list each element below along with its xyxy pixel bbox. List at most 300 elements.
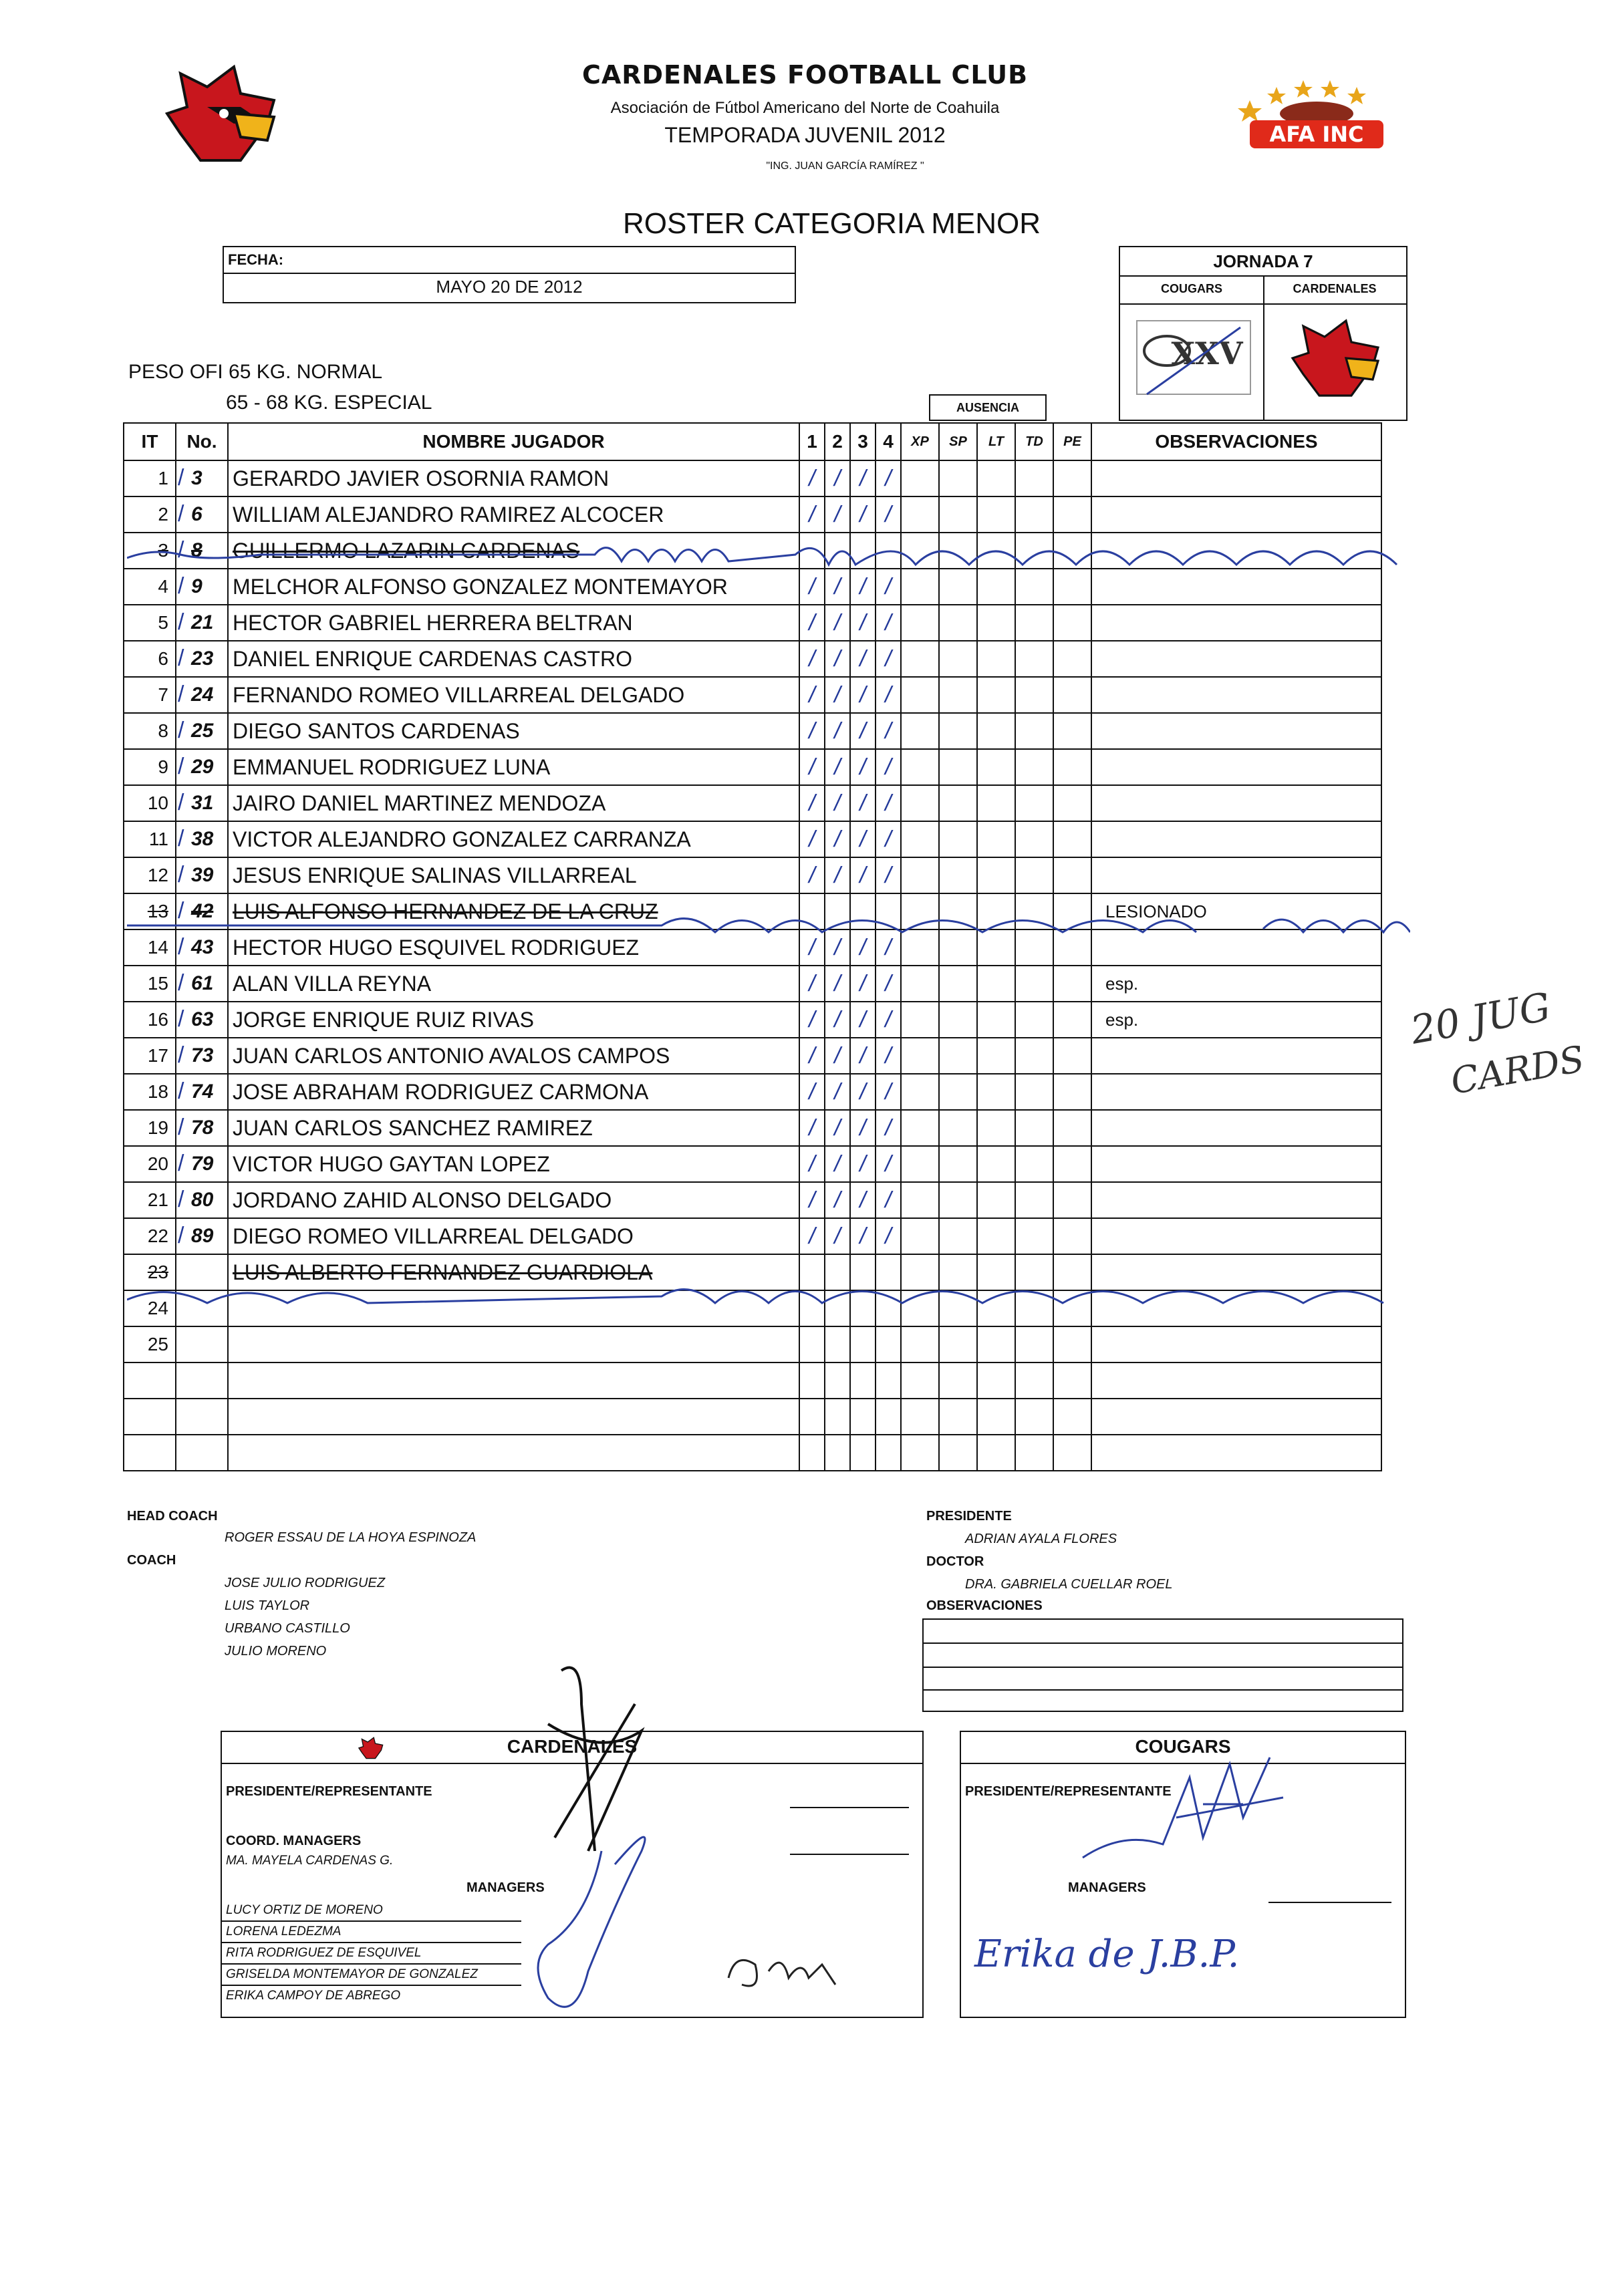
score-cell bbox=[1053, 1399, 1091, 1435]
quarter-check-cell: / bbox=[850, 749, 876, 785]
score-cell bbox=[939, 713, 977, 749]
score-cell bbox=[901, 1146, 939, 1182]
score-cell bbox=[1015, 1326, 1053, 1362]
quarter-check-cell bbox=[825, 1435, 850, 1471]
score-cell bbox=[977, 1182, 1015, 1218]
score-cell bbox=[939, 857, 977, 893]
table-row bbox=[124, 496, 1381, 533]
row-observaciones bbox=[1091, 605, 1381, 641]
row-item-number: 7 bbox=[124, 677, 176, 713]
check-mark: / bbox=[178, 898, 184, 923]
score-cell bbox=[1015, 821, 1053, 857]
table-row bbox=[124, 1038, 1381, 1074]
quarter-check-cell: / bbox=[825, 1110, 850, 1146]
quarter-check-cell: / bbox=[876, 785, 901, 821]
row-observaciones bbox=[1091, 1110, 1381, 1146]
quarter-check-cell: / bbox=[825, 1146, 850, 1182]
row-jersey-number bbox=[176, 641, 228, 677]
row-item-number: 11 bbox=[124, 821, 176, 857]
score-cell bbox=[1053, 1326, 1091, 1362]
quarter-check-cell bbox=[799, 1435, 825, 1471]
score-cell bbox=[939, 677, 977, 713]
score-cell bbox=[1053, 605, 1091, 641]
check-mark: / bbox=[178, 754, 184, 779]
row-jersey-number bbox=[176, 1038, 228, 1074]
score-cell bbox=[901, 1074, 939, 1110]
quarter-check-cell: / bbox=[825, 569, 850, 605]
score-cell bbox=[1053, 1435, 1091, 1471]
quarter-check-cell bbox=[825, 1326, 850, 1362]
score-cell bbox=[1053, 1110, 1091, 1146]
quarter-check-cell: / bbox=[850, 1146, 876, 1182]
quarter-check-cell: / bbox=[876, 677, 901, 713]
row-item-number: 18 bbox=[124, 1074, 176, 1110]
score-cell bbox=[1053, 857, 1091, 893]
col-xp: XP bbox=[901, 423, 939, 460]
row-item-number: 3 bbox=[124, 533, 176, 569]
score-cell bbox=[901, 1362, 939, 1399]
quarter-check-cell: / bbox=[799, 496, 825, 533]
jersey-number-value: 39 bbox=[191, 864, 214, 886]
score-cell bbox=[977, 1326, 1015, 1362]
table-row bbox=[124, 966, 1381, 1002]
row-observaciones bbox=[1091, 1074, 1381, 1110]
score-cell bbox=[977, 1146, 1015, 1182]
score-cell bbox=[1053, 966, 1091, 1002]
score-cell bbox=[901, 785, 939, 821]
row-jersey-number bbox=[176, 966, 228, 1002]
table-row bbox=[124, 785, 1381, 821]
score-cell bbox=[1053, 713, 1091, 749]
score-cell bbox=[901, 1182, 939, 1218]
row-jersey-number bbox=[176, 1435, 228, 1471]
score-cell bbox=[1015, 785, 1053, 821]
score-cell bbox=[1015, 1399, 1053, 1435]
table-row bbox=[124, 1326, 1381, 1362]
score-cell bbox=[939, 1074, 977, 1110]
check-mark: / bbox=[178, 718, 184, 743]
score-cell bbox=[1015, 713, 1053, 749]
quarter-check-cell: / bbox=[799, 1038, 825, 1074]
quarter-check-cell: / bbox=[799, 1110, 825, 1146]
score-cell bbox=[1015, 1435, 1053, 1471]
row-player-name: JOSE ABRAHAM RODRIGUEZ CARMONA bbox=[228, 1074, 799, 1110]
quarter-check-cell: / bbox=[825, 641, 850, 677]
row-observaciones bbox=[1091, 677, 1381, 713]
cardenales-sign-title: CARDENALES bbox=[507, 1736, 638, 1757]
quarter-check-cell bbox=[850, 1326, 876, 1362]
table-row bbox=[124, 1435, 1381, 1471]
quarter-check-cell: / bbox=[825, 1038, 850, 1074]
row-item-number: 4 bbox=[124, 569, 176, 605]
row-player-name: JESUS ENRIQUE SALINAS VILLARREAL bbox=[228, 857, 799, 893]
row-item-number: 24 bbox=[124, 1290, 176, 1326]
table-row bbox=[124, 857, 1381, 893]
quarter-check-cell: / bbox=[876, 713, 901, 749]
afa-logo-text: AFA INC bbox=[1269, 122, 1364, 147]
score-cell bbox=[977, 1399, 1015, 1435]
score-cell bbox=[1053, 1182, 1091, 1218]
quarter-check-cell: / bbox=[876, 496, 901, 533]
row-jersey-number bbox=[176, 460, 228, 496]
row-observaciones bbox=[1091, 460, 1381, 496]
row-observaciones bbox=[1091, 1435, 1381, 1471]
quarter-check-cell: / bbox=[799, 677, 825, 713]
quarter-check-cell: / bbox=[799, 749, 825, 785]
quarter-check-cell: / bbox=[850, 677, 876, 713]
quarter-check-cell: / bbox=[799, 605, 825, 641]
score-cell bbox=[901, 1399, 939, 1435]
row-item-number bbox=[124, 1362, 176, 1399]
quarter-check-cell: / bbox=[799, 857, 825, 893]
fecha-box bbox=[223, 246, 796, 303]
jersey-number-value: 80 bbox=[191, 1189, 214, 1211]
row-player-name: HECTOR HUGO ESQUIVEL RODRIGUEZ bbox=[228, 929, 799, 966]
quarter-check-cell: / bbox=[799, 821, 825, 857]
score-cell bbox=[939, 1326, 977, 1362]
row-item-number: 23 bbox=[124, 1254, 176, 1290]
cougars-pres-rep-label: PRESIDENTE/REPRESENTANTE bbox=[965, 1784, 1172, 1799]
table-row bbox=[124, 677, 1381, 713]
jersey-number-value: 43 bbox=[191, 936, 214, 958]
quarter-check-cell: / bbox=[850, 641, 876, 677]
row-observaciones: esp. bbox=[1091, 966, 1381, 1002]
row-player-name: JUAN CARLOS SANCHEZ RAMIREZ bbox=[228, 1110, 799, 1146]
roster-title: ROSTER CATEGORIA MENOR bbox=[622, 207, 1041, 240]
jersey-number-value: 79 bbox=[191, 1153, 214, 1175]
quarter-check-cell: / bbox=[850, 605, 876, 641]
score-cell bbox=[901, 1002, 939, 1038]
row-item-number: 1 bbox=[124, 460, 176, 496]
quarter-check-cell: / bbox=[876, 857, 901, 893]
check-mark: / bbox=[178, 645, 184, 671]
score-cell bbox=[1053, 1218, 1091, 1254]
table-row bbox=[124, 1110, 1381, 1146]
row-item-number: 9 bbox=[124, 749, 176, 785]
row-player-name: MELCHOR ALFONSO GONZALEZ MONTEMAYOR bbox=[228, 569, 799, 605]
col-observaciones: OBSERVACIONES bbox=[1091, 423, 1381, 460]
quarter-check-cell: / bbox=[799, 1002, 825, 1038]
score-cell bbox=[1015, 857, 1053, 893]
score-cell bbox=[1015, 677, 1053, 713]
check-mark: / bbox=[178, 609, 184, 635]
manager-name: LORENA LEDEZMA bbox=[226, 1924, 342, 1939]
score-cell bbox=[939, 1362, 977, 1399]
quarter-check-cell: / bbox=[876, 569, 901, 605]
check-mark: / bbox=[178, 1187, 184, 1212]
fecha-label: FECHA: bbox=[228, 251, 284, 268]
observaciones-label: OBSERVACIONES bbox=[926, 1598, 1043, 1613]
row-player-name: ALAN VILLA REYNA bbox=[228, 966, 799, 1002]
score-cell bbox=[939, 785, 977, 821]
table-header-row bbox=[124, 423, 1381, 460]
score-cell bbox=[1053, 1146, 1091, 1182]
jersey-number-value: 3 bbox=[191, 467, 203, 489]
table-row bbox=[124, 460, 1381, 496]
quarter-check-cell: / bbox=[799, 1074, 825, 1110]
score-cell bbox=[901, 605, 939, 641]
row-observaciones bbox=[1091, 785, 1381, 821]
quarter-check-cell: / bbox=[850, 496, 876, 533]
col-td: TD bbox=[1015, 423, 1053, 460]
quarter-check-cell: / bbox=[825, 929, 850, 966]
row-player-name: EMMANUEL RODRIGUEZ LUNA bbox=[228, 749, 799, 785]
score-cell bbox=[977, 641, 1015, 677]
table-row bbox=[124, 1182, 1381, 1218]
table-row bbox=[124, 1146, 1381, 1182]
score-cell bbox=[1015, 496, 1053, 533]
strike-scribble-row-3 bbox=[127, 535, 1410, 575]
coord-managers-label: COORD. MANAGERS bbox=[226, 1834, 362, 1848]
cougars-managers-label: MANAGERS bbox=[1068, 1880, 1146, 1895]
row-item-number: 19 bbox=[124, 1110, 176, 1146]
quarter-check-cell: / bbox=[876, 1146, 901, 1182]
quarter-check-cell: / bbox=[825, 966, 850, 1002]
quarter-check-cell: / bbox=[850, 1002, 876, 1038]
row-player-name bbox=[228, 1399, 799, 1435]
quarter-check-cell: / bbox=[799, 460, 825, 496]
score-cell bbox=[977, 857, 1015, 893]
table-row bbox=[124, 1399, 1381, 1435]
check-mark: / bbox=[178, 465, 184, 490]
row-observaciones: esp. bbox=[1091, 1002, 1381, 1038]
signature-scribble bbox=[1069, 1737, 1297, 1871]
col-q4: 4 bbox=[876, 423, 901, 460]
col-sp: SP bbox=[939, 423, 977, 460]
quarter-check-cell: / bbox=[799, 569, 825, 605]
col-q3: 3 bbox=[850, 423, 876, 460]
row-item-number: 16 bbox=[124, 1002, 176, 1038]
quarter-check-cell: / bbox=[876, 1002, 901, 1038]
quarter-check-cell bbox=[876, 1435, 901, 1471]
score-cell bbox=[939, 1002, 977, 1038]
doctor-label: DOCTOR bbox=[926, 1554, 984, 1569]
row-jersey-number bbox=[176, 677, 228, 713]
row-observaciones bbox=[1091, 821, 1381, 857]
check-mark: / bbox=[178, 934, 184, 960]
row-player-name: LUIS ALFONSO HERNANDEZ DE LA CRUZ bbox=[228, 893, 799, 929]
row-item-number: 12 bbox=[124, 857, 176, 893]
head-coach-label: HEAD COACH bbox=[127, 1509, 218, 1524]
quarter-check-cell bbox=[850, 1362, 876, 1399]
row-jersey-number bbox=[176, 749, 228, 785]
table-row bbox=[124, 821, 1381, 857]
score-cell bbox=[977, 1002, 1015, 1038]
quarter-check-cell bbox=[825, 1362, 850, 1399]
score-cell bbox=[1015, 605, 1053, 641]
quarter-check-cell: / bbox=[850, 785, 876, 821]
quarter-check-cell: / bbox=[876, 1074, 901, 1110]
score-cell bbox=[1053, 496, 1091, 533]
score-cell bbox=[939, 1218, 977, 1254]
quarter-check-cell: / bbox=[825, 1074, 850, 1110]
row-observaciones bbox=[1091, 749, 1381, 785]
coach-label: COACH bbox=[127, 1553, 176, 1568]
row-item-number: 6 bbox=[124, 641, 176, 677]
cardinal-logo-small bbox=[1287, 314, 1394, 408]
quarter-check-cell bbox=[876, 1326, 901, 1362]
score-cell bbox=[939, 605, 977, 641]
quarter-check-cell: / bbox=[799, 641, 825, 677]
quarter-check-cell: / bbox=[825, 713, 850, 749]
score-cell bbox=[977, 1074, 1015, 1110]
jersey-number-value: 8 bbox=[191, 539, 203, 561]
score-cell bbox=[901, 821, 939, 857]
score-cell bbox=[939, 1435, 977, 1471]
row-item-number: 13 bbox=[124, 893, 176, 929]
row-item-number: 8 bbox=[124, 713, 176, 749]
jersey-number-value: 42 bbox=[191, 900, 214, 922]
jornada-label: JORNADA 7 bbox=[1120, 247, 1406, 277]
quarter-check-cell: / bbox=[850, 1110, 876, 1146]
quarter-check-cell: / bbox=[825, 496, 850, 533]
row-observaciones bbox=[1091, 1182, 1381, 1218]
ausencia-header: AUSENCIA bbox=[929, 394, 1047, 421]
score-cell bbox=[939, 641, 977, 677]
quarter-check-cell: / bbox=[825, 785, 850, 821]
score-cell bbox=[1015, 1002, 1053, 1038]
col-name: NOMBRE JUGADOR bbox=[228, 423, 799, 460]
quarter-check-cell: / bbox=[825, 460, 850, 496]
score-cell bbox=[977, 1435, 1015, 1471]
quarter-check-cell: / bbox=[850, 1074, 876, 1110]
row-player-name bbox=[228, 1326, 799, 1362]
jersey-number-value: 9 bbox=[191, 575, 203, 597]
score-cell bbox=[1015, 1218, 1053, 1254]
score-cell bbox=[901, 1435, 939, 1471]
row-item-number: 14 bbox=[124, 929, 176, 966]
quarter-check-cell: / bbox=[799, 713, 825, 749]
score-cell bbox=[1015, 1074, 1053, 1110]
cougars-logo bbox=[1133, 314, 1254, 408]
doctor-name: DRA. GABRIELA CUELLAR ROEL bbox=[965, 1577, 1173, 1592]
score-cell bbox=[1053, 821, 1091, 857]
quarter-check-cell: / bbox=[825, 1218, 850, 1254]
presidente-name: ADRIAN AYALA FLORES bbox=[965, 1532, 1117, 1546]
check-mark: / bbox=[178, 1042, 184, 1068]
score-cell bbox=[977, 605, 1015, 641]
row-observaciones bbox=[1091, 1326, 1381, 1362]
check-mark: / bbox=[178, 537, 184, 563]
row-item-number: 25 bbox=[124, 1326, 176, 1362]
quarter-check-cell: / bbox=[876, 1110, 901, 1146]
row-item-number: 21 bbox=[124, 1182, 176, 1218]
row-jersey-number bbox=[176, 1218, 228, 1254]
quarter-check-cell: / bbox=[850, 1182, 876, 1218]
score-cell bbox=[901, 1038, 939, 1074]
score-cell bbox=[1015, 1146, 1053, 1182]
score-cell bbox=[1015, 641, 1053, 677]
manager-name: ERIKA CAMPOY DE ABREGO bbox=[226, 1989, 401, 2003]
quarter-check-cell bbox=[825, 1399, 850, 1435]
row-player-name: LUIS ALBERTO FERNANDEZ GUARDIOLA bbox=[228, 1254, 799, 1290]
check-mark: / bbox=[178, 826, 184, 851]
jersey-number-value: 25 bbox=[191, 720, 214, 742]
quarter-check-cell bbox=[850, 1435, 876, 1471]
quarter-check-cell bbox=[799, 1362, 825, 1399]
jersey-number-value: 78 bbox=[191, 1117, 214, 1139]
quarter-check-cell: / bbox=[850, 929, 876, 966]
check-mark: / bbox=[178, 1151, 184, 1176]
quarter-check-cell: / bbox=[825, 677, 850, 713]
team-cougars: COUGARS bbox=[1160, 282, 1222, 295]
quarter-check-cell bbox=[876, 1399, 901, 1435]
pres-rep-label: PRESIDENTE/REPRESENTANTE bbox=[226, 1784, 432, 1799]
observaciones-box bbox=[922, 1618, 1403, 1712]
col-it: IT bbox=[124, 423, 176, 460]
score-cell bbox=[1015, 966, 1053, 1002]
score-cell bbox=[977, 713, 1015, 749]
row-observaciones: LESIONADO bbox=[1091, 893, 1381, 929]
score-cell bbox=[977, 677, 1015, 713]
quarter-check-cell: / bbox=[850, 857, 876, 893]
check-mark: / bbox=[178, 970, 184, 996]
quarter-check-cell bbox=[799, 1399, 825, 1435]
quarter-check-cell: / bbox=[876, 641, 901, 677]
cougars-logo-text: XXV bbox=[1171, 335, 1243, 372]
jersey-number-value: 63 bbox=[191, 1008, 214, 1030]
quarter-check-cell: / bbox=[850, 569, 876, 605]
row-player-name: DANIEL ENRIQUE CARDENAS CASTRO bbox=[228, 641, 799, 677]
row-observaciones bbox=[1091, 1146, 1381, 1182]
row-player-name bbox=[228, 1435, 799, 1471]
row-player-name bbox=[228, 1362, 799, 1399]
quarter-check-cell: / bbox=[850, 821, 876, 857]
coord-managers-name: MA. MAYELA CARDENAS G. bbox=[226, 1854, 394, 1868]
quarter-check-cell: / bbox=[799, 1182, 825, 1218]
quarter-check-cell: / bbox=[876, 1038, 901, 1074]
table-row bbox=[124, 605, 1381, 641]
score-cell bbox=[939, 749, 977, 785]
row-player-name: VICTOR ALEJANDRO GONZALEZ CARRANZA bbox=[228, 821, 799, 857]
quarter-check-cell: / bbox=[850, 966, 876, 1002]
row-jersey-number bbox=[176, 785, 228, 821]
check-mark: / bbox=[178, 1223, 184, 1248]
head-coach-name: ROGER ESSAU DE LA HOYA ESPINOZA bbox=[225, 1530, 477, 1545]
score-cell bbox=[977, 1362, 1015, 1399]
score-cell bbox=[901, 1326, 939, 1362]
row-jersey-number bbox=[176, 1110, 228, 1146]
score-cell bbox=[901, 749, 939, 785]
score-cell bbox=[1053, 641, 1091, 677]
quarter-check-cell: / bbox=[876, 1182, 901, 1218]
score-cell bbox=[1053, 1074, 1091, 1110]
season-title: TEMPORADA JUVENIL 2012 bbox=[664, 123, 946, 147]
row-player-name: DIEGO SANTOS CARDENAS bbox=[228, 713, 799, 749]
row-jersey-number bbox=[176, 1074, 228, 1110]
jersey-number-value: 23 bbox=[191, 648, 214, 670]
score-cell bbox=[939, 1038, 977, 1074]
row-item-number: 5 bbox=[124, 605, 176, 641]
row-jersey-number bbox=[176, 821, 228, 857]
managers-label: MANAGERS bbox=[466, 1880, 545, 1895]
check-mark: / bbox=[178, 573, 184, 599]
coach-name: JOSE JULIO RODRIGUEZ bbox=[225, 1576, 386, 1590]
score-cell bbox=[977, 966, 1015, 1002]
score-cell bbox=[939, 460, 977, 496]
quarter-check-cell bbox=[799, 1326, 825, 1362]
score-cell bbox=[977, 821, 1015, 857]
row-jersey-number bbox=[176, 605, 228, 641]
score-cell bbox=[977, 1110, 1015, 1146]
quarter-check-cell: / bbox=[799, 929, 825, 966]
score-cell bbox=[1053, 1362, 1091, 1399]
jersey-number-value: 89 bbox=[191, 1225, 214, 1247]
fecha-value: MAYO 20 DE 2012 bbox=[436, 277, 583, 297]
table-row bbox=[124, 1218, 1381, 1254]
quarter-check-cell: / bbox=[876, 749, 901, 785]
score-cell bbox=[977, 1038, 1015, 1074]
